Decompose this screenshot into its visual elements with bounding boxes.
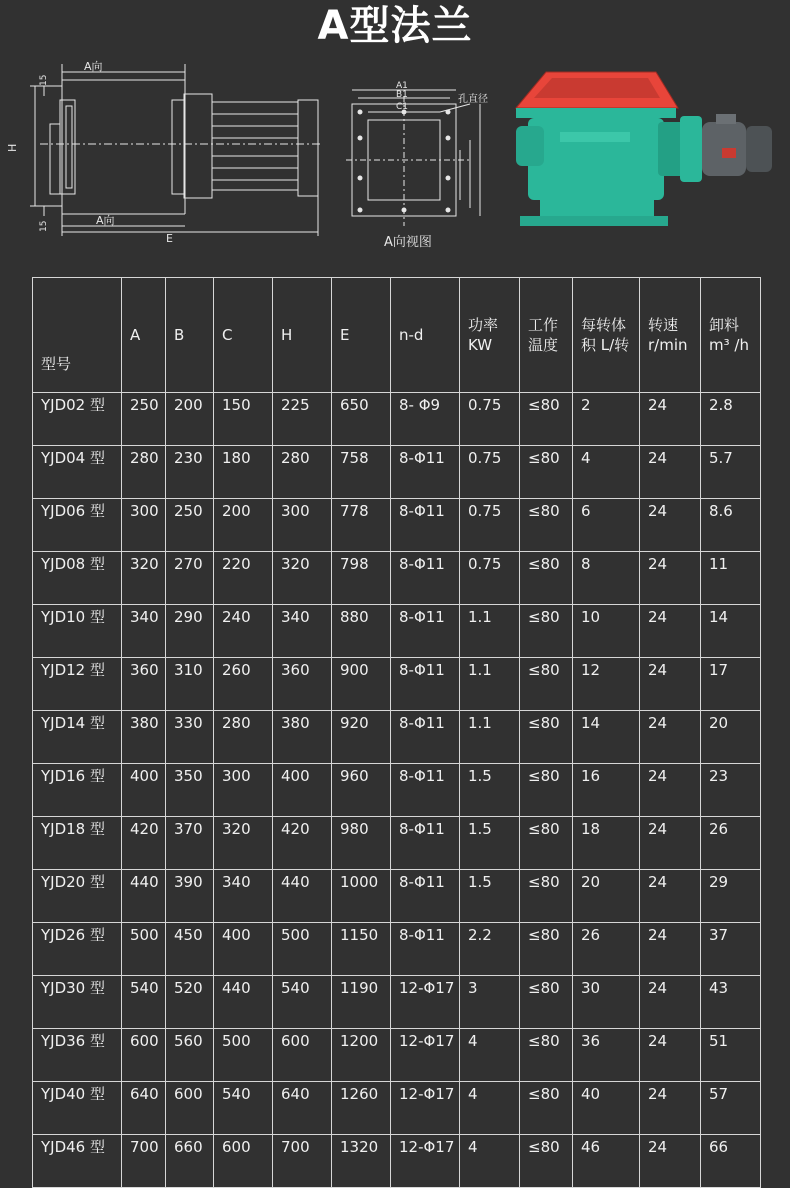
cell-b: 450	[166, 923, 214, 976]
cell-e: 1320	[332, 1135, 391, 1188]
cell-speed: 24	[640, 552, 701, 605]
cell-n-d: 12-Φ17	[391, 976, 460, 1029]
header-row	[33, 278, 761, 393]
cell-a: 300	[122, 499, 166, 552]
cell-b: 230	[166, 446, 214, 499]
page-title: A型法兰	[317, 3, 473, 49]
header-line-1: H	[281, 326, 293, 344]
cell-c: 300	[214, 764, 273, 817]
cell-a: 500	[122, 923, 166, 976]
cell-c: 540	[214, 1082, 273, 1135]
cell-b: 660	[166, 1135, 214, 1188]
specification-table	[32, 277, 761, 1188]
drawings-svg	[0, 56, 790, 256]
cell-h: 540	[273, 976, 332, 1029]
header-line-1: 型号	[41, 355, 72, 373]
cell-working-temp: ≤80	[520, 658, 573, 711]
cell-model: YJD20 型	[33, 870, 122, 923]
cell-speed: 24	[640, 446, 701, 499]
cell-working-temp: ≤80	[520, 446, 573, 499]
cell-c: 220	[214, 552, 273, 605]
cell-volume-per-rev: 6	[573, 499, 640, 552]
cell-model: YJD04 型	[33, 446, 122, 499]
cell-a: 600	[122, 1029, 166, 1082]
cell-power: 1.5	[460, 870, 520, 923]
rotary-valve-illustration	[516, 72, 772, 226]
cell-discharge: 5.7	[701, 446, 761, 499]
cell-model: YJD18 型	[33, 817, 122, 870]
cell-e: 1190	[332, 976, 391, 1029]
cell-b: 310	[166, 658, 214, 711]
cell-c: 600	[214, 1135, 273, 1188]
cell-speed: 24	[640, 711, 701, 764]
table-row	[33, 605, 761, 658]
header-line-1: A	[130, 326, 141, 344]
cell-volume-per-rev: 14	[573, 711, 640, 764]
cell-c: 240	[214, 605, 273, 658]
header-discharge	[701, 278, 761, 393]
cell-speed: 24	[640, 393, 701, 446]
cell-c: 150	[214, 393, 273, 446]
cell-a: 700	[122, 1135, 166, 1188]
cell-model: YJD08 型	[33, 552, 122, 605]
table-row	[33, 446, 761, 499]
cell-h: 320	[273, 552, 332, 605]
cell-power: 0.75	[460, 393, 520, 446]
cell-volume-per-rev: 36	[573, 1029, 640, 1082]
cell-power: 4	[460, 1082, 520, 1135]
cell-working-temp: ≤80	[520, 817, 573, 870]
view-caption: A向视图	[384, 235, 432, 250]
view-b1: B1	[396, 90, 408, 100]
cell-power: 0.75	[460, 446, 520, 499]
cell-model: YJD36 型	[33, 1029, 122, 1082]
cell-h: 420	[273, 817, 332, 870]
cell-b: 250	[166, 499, 214, 552]
cell-b: 350	[166, 764, 214, 817]
cell-speed: 24	[640, 1135, 701, 1188]
cell-a: 400	[122, 764, 166, 817]
cell-c: 440	[214, 976, 273, 1029]
cell-e: 798	[332, 552, 391, 605]
table-row	[33, 923, 761, 976]
cell-model: YJD10 型	[33, 605, 122, 658]
cell-speed: 24	[640, 923, 701, 976]
view-a1: A1	[396, 81, 408, 91]
header-line-2: 积 L/转	[581, 336, 630, 354]
cell-h: 700	[273, 1135, 332, 1188]
cell-n-d: 8- Φ9	[391, 393, 460, 446]
cell-b: 270	[166, 552, 214, 605]
table-body	[33, 393, 761, 1188]
cell-power: 1.5	[460, 817, 520, 870]
cell-discharge: 17	[701, 658, 761, 711]
cell-power: 1.1	[460, 658, 520, 711]
header-line-1: 每转体	[581, 316, 627, 334]
cell-discharge: 11	[701, 552, 761, 605]
cell-h: 500	[273, 923, 332, 976]
cell-b: 330	[166, 711, 214, 764]
cell-discharge: 14	[701, 605, 761, 658]
cell-h: 640	[273, 1082, 332, 1135]
header-a	[122, 278, 166, 393]
cell-speed: 24	[640, 658, 701, 711]
cell-h: 280	[273, 446, 332, 499]
cell-model: YJD46 型	[33, 1135, 122, 1188]
table-row	[33, 817, 761, 870]
cell-volume-per-rev: 46	[573, 1135, 640, 1188]
cell-power: 1.1	[460, 711, 520, 764]
header-line-1: 功率	[468, 316, 499, 334]
view-hole-diameter: 孔直径	[458, 94, 488, 105]
cell-a: 420	[122, 817, 166, 870]
cell-volume-per-rev: 18	[573, 817, 640, 870]
cell-model: YJD12 型	[33, 658, 122, 711]
cell-h: 340	[273, 605, 332, 658]
cell-working-temp: ≤80	[520, 870, 573, 923]
cell-c: 180	[214, 446, 273, 499]
technical-drawings	[0, 56, 790, 256]
cell-power: 4	[460, 1135, 520, 1188]
cell-speed: 24	[640, 870, 701, 923]
cell-n-d: 8-Φ11	[391, 923, 460, 976]
header-volume-per-rev	[573, 278, 640, 393]
cell-e: 920	[332, 711, 391, 764]
cell-b: 520	[166, 976, 214, 1029]
cell-n-d: 8-Φ11	[391, 711, 460, 764]
header-b	[166, 278, 214, 393]
header-model	[33, 278, 122, 393]
cell-model: YJD14 型	[33, 711, 122, 764]
cell-h: 600	[273, 1029, 332, 1082]
cell-discharge: 26	[701, 817, 761, 870]
table-row	[33, 658, 761, 711]
cell-a: 320	[122, 552, 166, 605]
cell-a: 250	[122, 393, 166, 446]
cell-power: 2.2	[460, 923, 520, 976]
cell-speed: 24	[640, 499, 701, 552]
cell-n-d: 8-Φ11	[391, 605, 460, 658]
cell-volume-per-rev: 8	[573, 552, 640, 605]
cell-discharge: 2.8	[701, 393, 761, 446]
header-line-2: r/min	[648, 336, 688, 354]
cell-c: 320	[214, 817, 273, 870]
cell-discharge: 8.6	[701, 499, 761, 552]
cell-c: 260	[214, 658, 273, 711]
cell-volume-per-rev: 4	[573, 446, 640, 499]
cell-n-d: 12-Φ17	[391, 1082, 460, 1135]
cell-model: YJD26 型	[33, 923, 122, 976]
cell-n-d: 8-Φ11	[391, 499, 460, 552]
header-n-d	[391, 278, 460, 393]
header-line-1: 工作	[528, 316, 559, 334]
cell-c: 280	[214, 711, 273, 764]
cell-model: YJD06 型	[33, 499, 122, 552]
cell-discharge: 23	[701, 764, 761, 817]
cell-working-temp: ≤80	[520, 923, 573, 976]
header-line-2: 温度	[528, 336, 559, 354]
table-row	[33, 1029, 761, 1082]
cell-discharge: 57	[701, 1082, 761, 1135]
cell-n-d: 8-Φ11	[391, 446, 460, 499]
dim-15-top: 15	[39, 74, 49, 86]
cell-speed: 24	[640, 605, 701, 658]
cell-speed: 24	[640, 1082, 701, 1135]
header-line-1: 卸料	[709, 316, 740, 334]
table-row	[33, 976, 761, 1029]
cell-a: 360	[122, 658, 166, 711]
cell-a: 340	[122, 605, 166, 658]
cell-working-temp: ≤80	[520, 711, 573, 764]
cell-e: 650	[332, 393, 391, 446]
header-line-1: E	[340, 326, 350, 344]
cell-power: 1.5	[460, 764, 520, 817]
label-a-bottom: A向	[96, 214, 115, 227]
cell-volume-per-rev: 30	[573, 976, 640, 1029]
cell-volume-per-rev: 40	[573, 1082, 640, 1135]
cell-e: 980	[332, 817, 391, 870]
cell-working-temp: ≤80	[520, 1029, 573, 1082]
table-row	[33, 1135, 761, 1188]
cell-speed: 24	[640, 764, 701, 817]
header-line-1: n-d	[399, 326, 424, 344]
cell-h: 300	[273, 499, 332, 552]
cell-speed: 24	[640, 976, 701, 1029]
cell-e: 960	[332, 764, 391, 817]
cell-speed: 24	[640, 817, 701, 870]
cell-c: 200	[214, 499, 273, 552]
cell-working-temp: ≤80	[520, 605, 573, 658]
cell-discharge: 20	[701, 711, 761, 764]
cell-model: YJD16 型	[33, 764, 122, 817]
header-working-temp	[520, 278, 573, 393]
header-power	[460, 278, 520, 393]
table-row	[33, 499, 761, 552]
cell-volume-per-rev: 2	[573, 393, 640, 446]
cell-e: 1200	[332, 1029, 391, 1082]
cell-b: 560	[166, 1029, 214, 1082]
cell-b: 600	[166, 1082, 214, 1135]
header-h	[273, 278, 332, 393]
cell-c: 400	[214, 923, 273, 976]
cell-volume-per-rev: 10	[573, 605, 640, 658]
table-row	[33, 552, 761, 605]
cell-power: 0.75	[460, 552, 520, 605]
label-a-top: A向	[84, 60, 103, 73]
cell-volume-per-rev: 26	[573, 923, 640, 976]
cell-power: 1.1	[460, 605, 520, 658]
side-elevation-drawing	[30, 64, 320, 236]
cell-working-temp: ≤80	[520, 764, 573, 817]
cell-n-d: 8-Φ11	[391, 817, 460, 870]
cell-b: 370	[166, 817, 214, 870]
cell-working-temp: ≤80	[520, 1135, 573, 1188]
cell-n-d: 12-Φ17	[391, 1135, 460, 1188]
cell-h: 380	[273, 711, 332, 764]
cell-working-temp: ≤80	[520, 499, 573, 552]
table-row	[33, 870, 761, 923]
cell-e: 1150	[332, 923, 391, 976]
cell-b: 290	[166, 605, 214, 658]
cell-volume-per-rev: 20	[573, 870, 640, 923]
header-line-1: C	[222, 326, 233, 344]
a-direction-view-drawing	[346, 90, 480, 226]
cell-a: 380	[122, 711, 166, 764]
cell-n-d: 8-Φ11	[391, 658, 460, 711]
cell-volume-per-rev: 12	[573, 658, 640, 711]
cell-e: 1260	[332, 1082, 391, 1135]
cell-e: 900	[332, 658, 391, 711]
label-h: H	[6, 143, 19, 152]
cell-c: 340	[214, 870, 273, 923]
cell-a: 640	[122, 1082, 166, 1135]
cell-working-temp: ≤80	[520, 393, 573, 446]
header-c	[214, 278, 273, 393]
table-header	[33, 278, 761, 393]
table-row	[33, 1082, 761, 1135]
cell-discharge: 66	[701, 1135, 761, 1188]
cell-h: 440	[273, 870, 332, 923]
view-c1: C1	[396, 102, 409, 112]
cell-working-temp: ≤80	[520, 976, 573, 1029]
cell-e: 1000	[332, 870, 391, 923]
cell-speed: 24	[640, 1029, 701, 1082]
cell-working-temp: ≤80	[520, 1082, 573, 1135]
label-e: E	[166, 232, 173, 245]
cell-volume-per-rev: 16	[573, 764, 640, 817]
cell-power: 4	[460, 1029, 520, 1082]
cell-b: 390	[166, 870, 214, 923]
cell-power: 0.75	[460, 499, 520, 552]
cell-h: 400	[273, 764, 332, 817]
cell-working-temp: ≤80	[520, 552, 573, 605]
cell-a: 540	[122, 976, 166, 1029]
table-row	[33, 711, 761, 764]
cell-model: YJD30 型	[33, 976, 122, 1029]
header-line-2: KW	[468, 336, 493, 354]
header-line-1: 转速	[648, 316, 679, 334]
cell-e: 778	[332, 499, 391, 552]
header-line-2: m³ /h	[709, 336, 749, 354]
cell-a: 440	[122, 870, 166, 923]
cell-discharge: 29	[701, 870, 761, 923]
cell-model: YJD40 型	[33, 1082, 122, 1135]
cell-n-d: 12-Φ17	[391, 1029, 460, 1082]
table-row	[33, 764, 761, 817]
header-speed	[640, 278, 701, 393]
cell-h: 360	[273, 658, 332, 711]
header-line-1: B	[174, 326, 185, 344]
cell-b: 200	[166, 393, 214, 446]
cell-a: 280	[122, 446, 166, 499]
cell-model: YJD02 型	[33, 393, 122, 446]
cell-discharge: 37	[701, 923, 761, 976]
cell-n-d: 8-Φ11	[391, 870, 460, 923]
cell-c: 500	[214, 1029, 273, 1082]
cell-power: 3	[460, 976, 520, 1029]
cell-h: 225	[273, 393, 332, 446]
dim-15-bottom: 15	[39, 220, 49, 232]
cell-discharge: 43	[701, 976, 761, 1029]
cell-n-d: 8-Φ11	[391, 764, 460, 817]
cell-n-d: 8-Φ11	[391, 552, 460, 605]
header-e	[332, 278, 391, 393]
cell-discharge: 51	[701, 1029, 761, 1082]
cell-e: 758	[332, 446, 391, 499]
table-row	[33, 393, 761, 446]
cell-e: 880	[332, 605, 391, 658]
